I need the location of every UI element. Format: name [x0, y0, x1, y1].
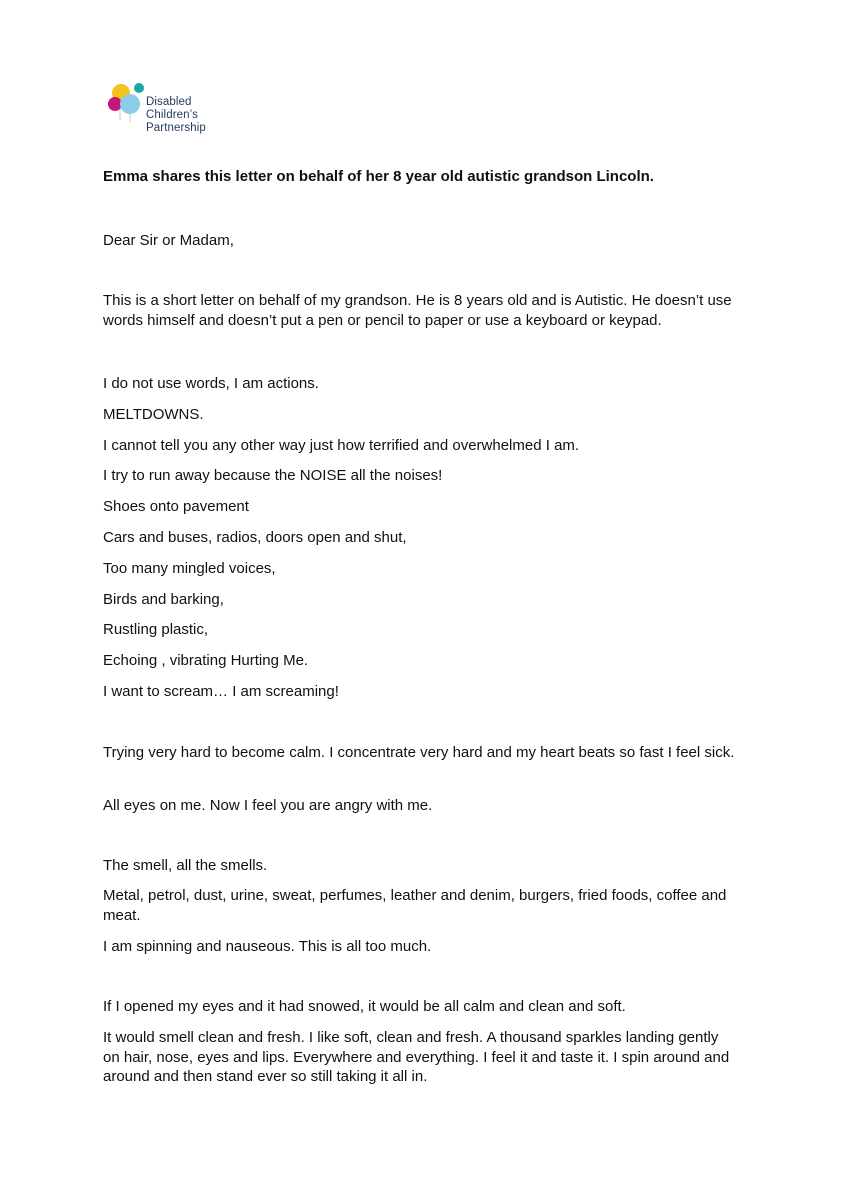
- letter-line: I want to scream… I am screaming!: [103, 683, 339, 700]
- letter-heading: Emma shares this letter on behalf of her 8 year old autistic grandson Lincoln.: [103, 168, 654, 185]
- letter-line: I cannot tell you any other way just how terrified and overwhelmed I am.: [103, 437, 580, 454]
- snow-line: If I opened my eyes and it had snowed, it would be all calm and clean and soft.: [103, 998, 626, 1015]
- letter-line: MELTDOWNS.: [103, 406, 204, 423]
- intro-paragraph: This is a short letter on behalf of my grandson. He is 8 years old and is Autistic. He doesn’t use words himself and doesn’t put a pen or pencil to paper or use a keyboard or keypad.: [103, 292, 732, 329]
- logo-line-2: Children’s: [146, 109, 198, 121]
- salutation: Dear Sir or Madam,: [103, 232, 234, 249]
- smell-line: The smell, all the smells.: [103, 857, 268, 874]
- calm-line: All eyes on me. Now I feel you are angry with me.: [103, 797, 433, 814]
- teal-balloon: [134, 83, 144, 93]
- letter-line: Cars and buses, radios, doors open and shut,: [103, 529, 407, 546]
- letter-line: Too many mingled voices,: [103, 560, 276, 577]
- snow-paragraph: It would smell clean and fresh. I like soft, clean and fresh. A thousand sparkles landing gently on hair, nose, eyes and lips. Everywhere and everything. I feel it and taste it. I spin around and around and then stand ever so still taking it all in.: [103, 1029, 730, 1085]
- logo-text: [146, 96, 206, 135]
- letter-line: I do not use words, I am actions.: [103, 375, 319, 392]
- calm-paragraph: Trying very hard to become calm. I concentrate very hard and my heart beats so fast I feel sick.: [103, 744, 735, 761]
- smell-line: I am spinning and nauseous. This is all too much.: [103, 938, 432, 955]
- logo: [106, 80, 226, 140]
- smell-paragraph: Metal, petrol, dust, urine, sweat, perfumes, leather and denim, burgers, fried foods, coffee and meat.: [103, 887, 727, 924]
- magenta-balloon: [108, 97, 122, 111]
- logo-line-1: Disabled: [146, 96, 192, 108]
- balloons-logo-icon: [106, 80, 146, 128]
- logo-line-3: Partnership: [146, 122, 206, 134]
- letter-line: I try to run away because the NOISE all the noises!: [103, 467, 443, 484]
- letter-line: Echoing , vibrating Hurting Me.: [103, 652, 309, 669]
- letter-line: Rustling plastic,: [103, 621, 209, 638]
- letter-line: Shoes onto pavement: [103, 498, 249, 515]
- letter-line: Birds and barking,: [103, 591, 224, 608]
- light-blue-balloon: [120, 94, 140, 114]
